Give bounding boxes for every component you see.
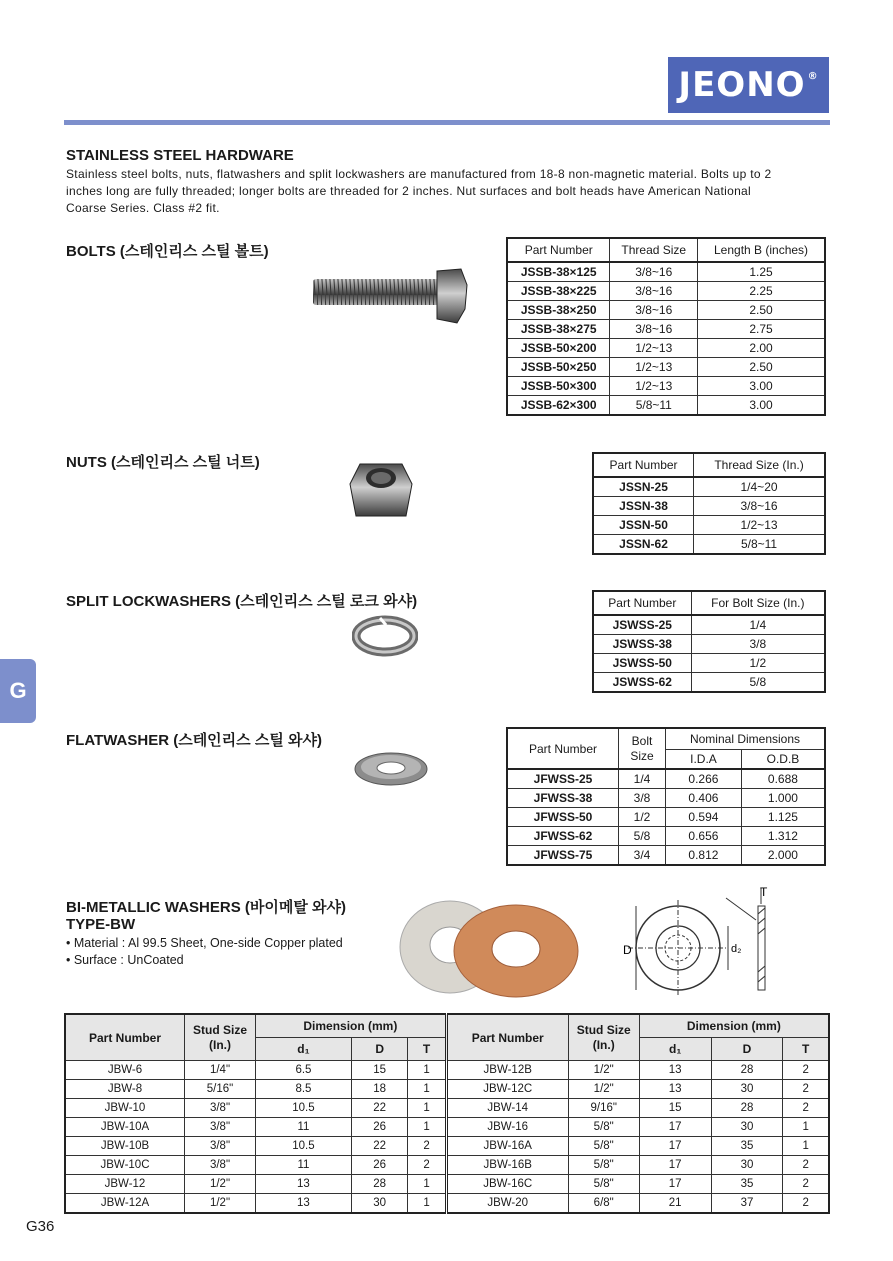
table-cell: 2 xyxy=(783,1099,829,1118)
stud-unit: (In.) xyxy=(592,1037,615,1052)
table-cell: 5/8 xyxy=(691,673,825,693)
table-cell: 1 xyxy=(408,1061,446,1080)
table-cell: JSWSS-50 xyxy=(593,654,691,673)
table-cell: JSWSS-38 xyxy=(593,635,691,654)
table-row xyxy=(65,1118,829,1137)
table-cell: JBW-12 xyxy=(65,1175,185,1194)
table-cell: 2.25 xyxy=(698,282,825,301)
table-cell: 2.50 xyxy=(698,301,825,320)
table-cell: 6/8" xyxy=(568,1194,639,1214)
col-header: For Bolt Size (In.) xyxy=(691,591,825,615)
brand-logo xyxy=(668,57,829,113)
table-cell: JFWSS-38 xyxy=(507,789,619,808)
table-cell: 1 xyxy=(408,1118,446,1137)
table-cell: 35 xyxy=(711,1175,783,1194)
table-cell: 1 xyxy=(783,1137,829,1156)
table-cell: 13 xyxy=(256,1194,352,1214)
stud-unit: (In.) xyxy=(209,1037,231,1052)
col-header: Part Number xyxy=(446,1014,568,1061)
table-cell: 5/8" xyxy=(568,1175,639,1194)
table-cell: 2.00 xyxy=(698,339,825,358)
table-row xyxy=(507,301,825,320)
table-row xyxy=(593,535,825,555)
d-outer-label: D xyxy=(623,943,632,957)
table-cell: 2.75 xyxy=(698,320,825,339)
stud-header: Stud Size xyxy=(576,1022,631,1037)
nut-image xyxy=(348,460,414,522)
col-header: Part Number xyxy=(593,453,694,477)
table-row xyxy=(507,789,825,808)
table-cell: 35 xyxy=(711,1137,783,1156)
lockwashers-title: SPLIT LOCKWASHERS (스테인리스 스틸 로크 와샤) xyxy=(66,593,418,610)
table-row xyxy=(593,615,825,635)
table-row xyxy=(507,846,825,866)
table-row xyxy=(507,377,825,396)
table-cell: JBW-10A xyxy=(65,1118,185,1137)
table-cell: 1/2~13 xyxy=(610,339,698,358)
brand-logo-text: JEONO xyxy=(678,65,806,105)
col-header: Thread Size (In.) xyxy=(694,453,825,477)
table-cell: 17 xyxy=(639,1156,711,1175)
table-cell: JBW-12A xyxy=(65,1194,185,1214)
table-cell: 3/8 xyxy=(619,789,666,808)
table-cell: JSSB-50×300 xyxy=(507,377,610,396)
stud-header: Stud Size xyxy=(192,1022,247,1037)
table-cell: JBW-14 xyxy=(446,1099,568,1118)
col-header: I.D.A xyxy=(666,750,742,770)
table-cell: 1 xyxy=(408,1099,446,1118)
col-header: Dimension (mm) xyxy=(639,1014,829,1038)
table-cell: JSSB-38×125 xyxy=(507,262,610,282)
table-cell: 5/8" xyxy=(568,1137,639,1156)
table-cell: JBW-10B xyxy=(65,1137,185,1156)
table-row xyxy=(593,654,825,673)
table-cell: 0.406 xyxy=(666,789,742,808)
bolt-size-header: Bolt Size xyxy=(630,733,654,763)
table-row xyxy=(593,635,825,654)
col-header: D xyxy=(351,1038,408,1061)
table-cell: 1/2~13 xyxy=(610,358,698,377)
table-row xyxy=(507,320,825,339)
table-cell: 9/16" xyxy=(568,1099,639,1118)
table-cell: JBW-12B xyxy=(446,1061,568,1080)
col-header: T xyxy=(783,1038,829,1061)
table-cell: JSSB-50×200 xyxy=(507,339,610,358)
table-cell: 15 xyxy=(639,1099,711,1118)
registered-mark: ® xyxy=(807,70,819,82)
table-cell: 2.50 xyxy=(698,358,825,377)
table-cell: 1/4 xyxy=(691,615,825,635)
table-cell: 3/8~16 xyxy=(610,301,698,320)
table-cell: 26 xyxy=(351,1118,408,1137)
table-row xyxy=(65,1175,829,1194)
table-cell: 10.5 xyxy=(256,1099,352,1118)
t-label: T xyxy=(760,885,768,899)
table-cell: 37 xyxy=(711,1194,783,1214)
lockwashers-table xyxy=(592,590,826,693)
nuts-title: NUTS (스테인리스 스틸 너트) xyxy=(66,454,260,471)
table-cell: 3/8~16 xyxy=(610,320,698,339)
col-header: Part Number xyxy=(507,728,619,769)
table-cell: JBW-16A xyxy=(446,1137,568,1156)
table-cell: 0.812 xyxy=(666,846,742,866)
table-cell: 22 xyxy=(351,1137,408,1156)
table-cell: 3/8" xyxy=(185,1099,256,1118)
table-cell: 1/4~20 xyxy=(694,477,825,497)
table-cell: 1/4 xyxy=(619,769,666,789)
table-cell: 10.5 xyxy=(256,1137,352,1156)
table-cell: 2 xyxy=(408,1137,446,1156)
table-cell: 1.312 xyxy=(741,827,825,846)
table-cell: 6.5 xyxy=(256,1061,352,1080)
col-header: Part Number xyxy=(507,238,610,262)
table-cell: JBW-16B xyxy=(446,1156,568,1175)
table-cell: 13 xyxy=(639,1080,711,1099)
table-cell: 21 xyxy=(639,1194,711,1214)
table-cell: 17 xyxy=(639,1137,711,1156)
flatwasher-table xyxy=(506,727,826,866)
table-cell: JFWSS-62 xyxy=(507,827,619,846)
table-cell: 30 xyxy=(711,1118,783,1137)
col-header: Length B (inches) xyxy=(698,238,825,262)
table-cell: 26 xyxy=(351,1156,408,1175)
table-cell: JSSB-38×250 xyxy=(507,301,610,320)
table-cell: 1/2" xyxy=(568,1080,639,1099)
table-cell: 28 xyxy=(351,1175,408,1194)
bolts-title: BOLTS (스테인리스 스틸 볼트) xyxy=(66,243,269,260)
table-row xyxy=(65,1099,829,1118)
table-cell: 30 xyxy=(351,1194,408,1214)
col-header: Dimension (mm) xyxy=(256,1014,447,1038)
table-row xyxy=(593,497,825,516)
table-cell: JBW-20 xyxy=(446,1194,568,1214)
table-cell: 1.000 xyxy=(741,789,825,808)
table-cell: 3.00 xyxy=(698,396,825,416)
table-cell: 17 xyxy=(639,1118,711,1137)
table-cell: JSSB-38×275 xyxy=(507,320,610,339)
table-cell: 3/8" xyxy=(185,1118,256,1137)
flatwasher-title: FLATWASHER (스테인리스 스틸 와샤) xyxy=(66,732,322,749)
col-header xyxy=(619,728,666,769)
table-cell: 1/2~13 xyxy=(610,377,698,396)
table-cell: 30 xyxy=(711,1080,783,1099)
table-row xyxy=(65,1194,829,1214)
table-cell: 2 xyxy=(783,1194,829,1214)
flatwasher-image xyxy=(352,750,430,788)
table-cell: 3/8" xyxy=(185,1156,256,1175)
washer-dimension-diagram xyxy=(618,884,778,996)
table-row xyxy=(507,808,825,827)
table-cell: 3/8~16 xyxy=(610,282,698,301)
table-cell: 5/8" xyxy=(568,1156,639,1175)
table-cell: JBW-16C xyxy=(446,1175,568,1194)
bimetallic-specs xyxy=(66,935,343,969)
table-cell: JSSB-38×225 xyxy=(507,282,610,301)
bimetallic-table xyxy=(64,1013,830,1214)
table-row xyxy=(593,477,825,497)
col-header xyxy=(568,1014,639,1061)
bimetallic-title: BI-METALLIC WASHERS (바이메탈 와샤) xyxy=(66,899,346,916)
table-row xyxy=(65,1061,829,1080)
table-row xyxy=(65,1156,829,1175)
col-header: D xyxy=(711,1038,783,1061)
table-cell: 30 xyxy=(711,1156,783,1175)
table-cell: 0.688 xyxy=(741,769,825,789)
table-row xyxy=(507,396,825,416)
table-cell: 1/2" xyxy=(568,1061,639,1080)
table-cell: 17 xyxy=(639,1175,711,1194)
table-cell: 2 xyxy=(783,1156,829,1175)
table-row xyxy=(507,339,825,358)
table-cell: JBW-10 xyxy=(65,1099,185,1118)
table-cell: 2 xyxy=(408,1156,446,1175)
col-header: Part Number xyxy=(593,591,691,615)
table-cell: 1.25 xyxy=(698,262,825,282)
col-header: Thread Size xyxy=(610,238,698,262)
table-cell: 5/8~11 xyxy=(694,535,825,555)
table-cell: 18 xyxy=(351,1080,408,1099)
table-cell: 2.000 xyxy=(741,846,825,866)
col-header: O.D.B xyxy=(741,750,825,770)
col-header: d₁ xyxy=(639,1038,711,1061)
table-row xyxy=(507,358,825,377)
table-cell: 8.5 xyxy=(256,1080,352,1099)
table-cell: 3/8~16 xyxy=(694,497,825,516)
table-cell: JBW-12C xyxy=(446,1080,568,1099)
table-row xyxy=(593,516,825,535)
col-header: d₁ xyxy=(256,1038,352,1061)
table-cell: 5/16" xyxy=(185,1080,256,1099)
table-cell: 28 xyxy=(711,1099,783,1118)
table-cell: JSSN-38 xyxy=(593,497,694,516)
table-cell: JSSN-62 xyxy=(593,535,694,555)
bimetallic-washers-image xyxy=(398,895,584,999)
table-cell: 11 xyxy=(256,1156,352,1175)
table-cell: 0.656 xyxy=(666,827,742,846)
header-rule xyxy=(64,120,830,125)
col-header: Nominal Dimensions xyxy=(666,728,826,750)
table-row xyxy=(507,827,825,846)
table-cell: 5/8~11 xyxy=(610,396,698,416)
table-row xyxy=(507,282,825,301)
table-row xyxy=(507,769,825,789)
table-cell: JSSN-25 xyxy=(593,477,694,497)
table-cell: 3.00 xyxy=(698,377,825,396)
page-title: STAINLESS STEEL HARDWARE xyxy=(66,147,294,164)
spec-line: • Surface : UnCoated xyxy=(66,953,184,967)
table-cell: 2 xyxy=(783,1175,829,1194)
table-row xyxy=(65,1137,829,1156)
table-cell: 1 xyxy=(408,1175,446,1194)
table-cell: 13 xyxy=(639,1061,711,1080)
table-cell: JFWSS-25 xyxy=(507,769,619,789)
table-row xyxy=(507,262,825,282)
section-tab: G xyxy=(0,659,36,723)
table-cell: 1 xyxy=(783,1118,829,1137)
d-inner-label: d₂ xyxy=(731,943,742,955)
table-cell: JSSN-50 xyxy=(593,516,694,535)
table-cell: 1/4" xyxy=(185,1061,256,1080)
table-cell: 1 xyxy=(408,1194,446,1214)
table-cell: 1/2" xyxy=(185,1194,256,1214)
table-cell: 1/2" xyxy=(185,1175,256,1194)
page-number: G36 xyxy=(26,1218,55,1235)
table-cell: 13 xyxy=(256,1175,352,1194)
spec-line: • Material : Al 99.5 Sheet, One-side Copper plated xyxy=(66,936,343,950)
page-description: Stainless steel bolts, nuts, flatwashers and split lockwashers are manufactured from 18-8 non-magnetic material. Bolts up to 2 inches long are fully threaded; longer bolts are threaded for 2 inches. Nut surfaces and bolt heads have American National Coarse Series. Class #2 fit. xyxy=(66,167,772,215)
table-cell: 0.266 xyxy=(666,769,742,789)
table-cell: 1.125 xyxy=(741,808,825,827)
table-cell: 5/8 xyxy=(619,827,666,846)
table-cell: 0.594 xyxy=(666,808,742,827)
col-header: T xyxy=(408,1038,446,1061)
table-row xyxy=(65,1080,829,1099)
table-cell: JSWSS-25 xyxy=(593,615,691,635)
table-cell: JSSB-50×250 xyxy=(507,358,610,377)
table-cell: JBW-6 xyxy=(65,1061,185,1080)
table-cell: JSSB-62×300 xyxy=(507,396,610,416)
table-cell: JBW-16 xyxy=(446,1118,568,1137)
table-cell: 5/8" xyxy=(568,1118,639,1137)
table-cell: 3/8 xyxy=(691,635,825,654)
table-cell: 3/8~16 xyxy=(610,262,698,282)
bolt-image xyxy=(305,265,470,327)
table-cell: 3/8" xyxy=(185,1137,256,1156)
table-cell: JFWSS-75 xyxy=(507,846,619,866)
col-header: Part Number xyxy=(65,1014,185,1061)
table-cell: 1/2~13 xyxy=(694,516,825,535)
table-cell: 1 xyxy=(408,1080,446,1099)
table-cell: 3/4 xyxy=(619,846,666,866)
table-cell: JBW-8 xyxy=(65,1080,185,1099)
table-cell: 28 xyxy=(711,1061,783,1080)
table-cell: 1/2 xyxy=(691,654,825,673)
table-cell: 15 xyxy=(351,1061,408,1080)
table-cell: 1/2 xyxy=(619,808,666,827)
bolts-table xyxy=(506,237,826,416)
bimetallic-type: TYPE-BW xyxy=(66,916,136,933)
table-cell: 2 xyxy=(783,1061,829,1080)
table-row xyxy=(593,673,825,693)
table-cell: JBW-10C xyxy=(65,1156,185,1175)
table-cell: 22 xyxy=(351,1099,408,1118)
table-cell: 2 xyxy=(783,1080,829,1099)
lockwasher-image xyxy=(352,615,418,657)
col-header xyxy=(185,1014,256,1061)
table-cell: 11 xyxy=(256,1118,352,1137)
table-cell: JFWSS-50 xyxy=(507,808,619,827)
table-cell: JSWSS-62 xyxy=(593,673,691,693)
nuts-table xyxy=(592,452,826,555)
